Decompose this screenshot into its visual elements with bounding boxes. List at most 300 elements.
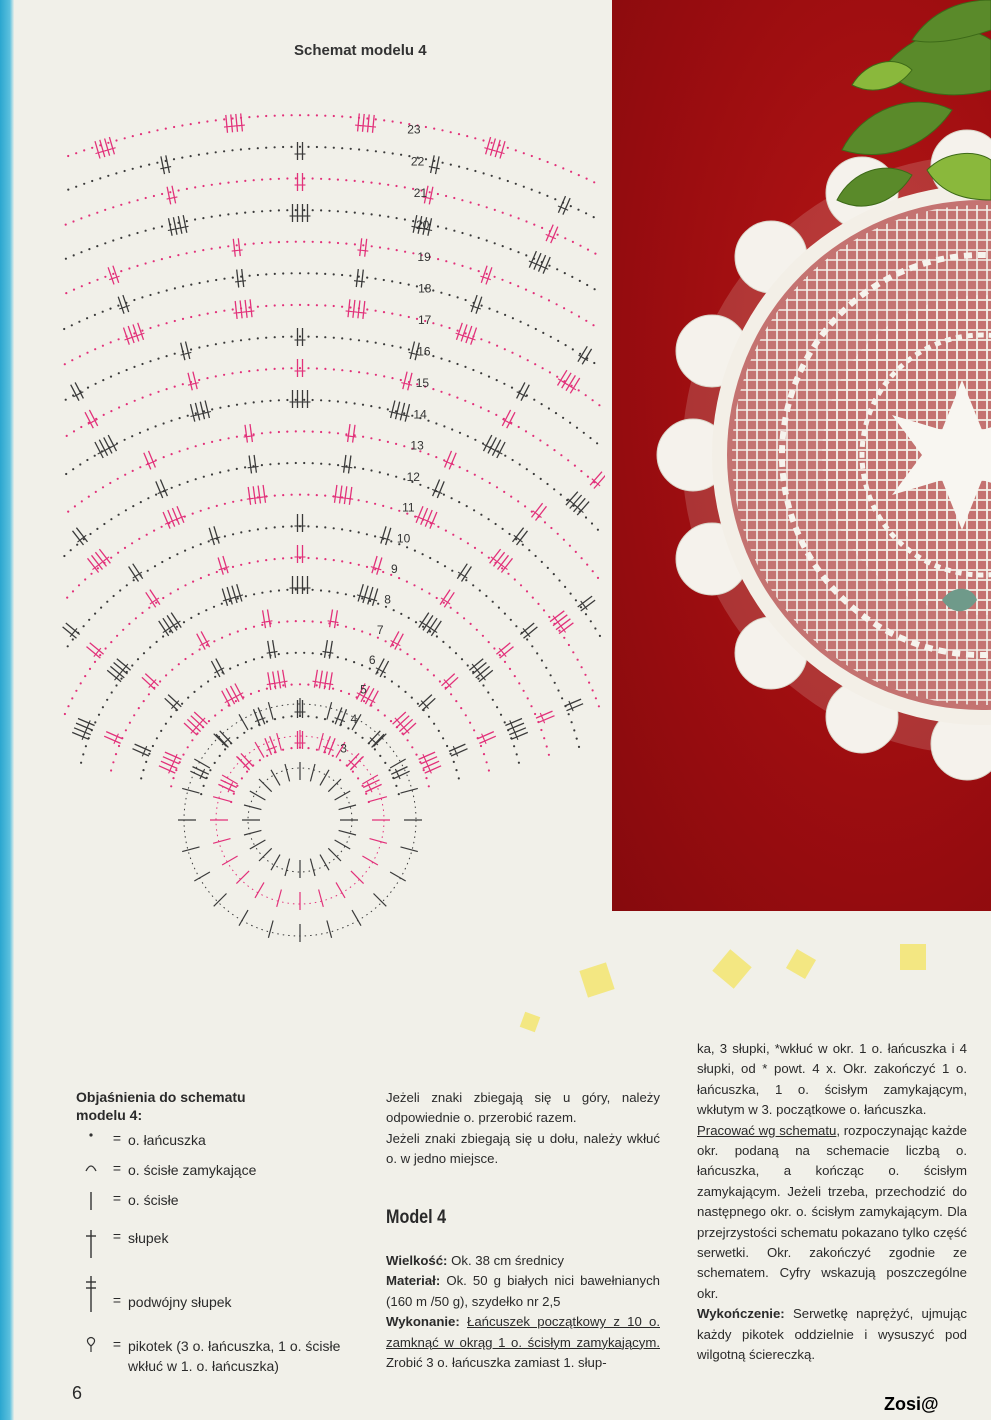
chain-stitch: [187, 415, 189, 417]
chain-stitch: [496, 379, 498, 381]
chain-stitch: [463, 617, 465, 619]
chain-stitch: [333, 115, 335, 117]
chain-stitch: [156, 129, 158, 131]
center-stitch: [339, 805, 356, 810]
chain-stitch: [253, 626, 255, 628]
chain-stitch: [406, 546, 408, 548]
row-number-label: 16: [417, 344, 431, 359]
chain-stitch: [184, 584, 186, 586]
chain-stitch: [299, 146, 301, 148]
chain-stitch: [345, 593, 347, 595]
stitch-bar: [278, 671, 281, 689]
stitch-bar: [340, 486, 342, 504]
chain-stitch: [191, 739, 193, 741]
chain-stitch: [126, 403, 128, 405]
chain-stitch: [109, 482, 111, 484]
chain-stitch: [282, 557, 284, 559]
chain-stitch: [133, 366, 135, 368]
chain-stitch: [562, 417, 564, 419]
chain-stitch: [88, 214, 90, 216]
chain-stitch: [548, 616, 550, 618]
stitch-bar: [128, 326, 134, 343]
paragraph: Jeżeli znaki zbiegają się u góry, należy odpowiednie o. przerobić razem.: [386, 1090, 660, 1126]
chain-stitch: [303, 462, 305, 464]
chain-stitch: [510, 214, 512, 216]
chain-stitch: [86, 352, 88, 354]
stitch-bar: [324, 736, 331, 753]
center-stitch: [401, 847, 418, 852]
chain-stitch: [539, 439, 541, 441]
chain-stitch: [530, 705, 532, 707]
chain-stitch: [149, 360, 151, 362]
legend-item: = podwójny słupek: [76, 1292, 232, 1314]
row-number-label: 6: [368, 652, 376, 667]
chain-stitch: [341, 337, 343, 339]
chain-stitch: [509, 282, 511, 284]
chain-stitch: [211, 441, 213, 443]
stitch-bar: [500, 141, 505, 158]
chain-stitch: [295, 209, 297, 211]
chain-stitch: [337, 210, 339, 212]
chain-stitch: [195, 445, 197, 447]
chain-stitch: [307, 367, 309, 369]
chain-stitch: [432, 289, 434, 291]
chain-stitch: [375, 374, 377, 376]
chain-stitch: [570, 171, 572, 173]
stitch-bar: [159, 621, 169, 636]
chain-stitch: [583, 432, 585, 434]
chain-stitch: [553, 449, 555, 451]
center-stitch: [236, 756, 249, 769]
chain-stitch: [353, 628, 355, 630]
chain-stitch: [511, 352, 513, 354]
chain-stitch: [257, 115, 259, 117]
stitch-cross: [359, 281, 365, 282]
chain-stitch: [387, 473, 389, 475]
chain-stitch: [518, 426, 520, 428]
stitch-bar: [365, 239, 367, 257]
chain-stitch: [523, 186, 525, 188]
chain-stitch: [369, 633, 371, 635]
chain-stitch: [215, 279, 217, 281]
legend-item: = pikotek (3 o. łańcuszka, 1 o. ścisłe wkłuć w 1. o. łańcuszka): [76, 1336, 368, 1376]
chain-stitch: [253, 658, 255, 660]
stitch-bar: [191, 404, 195, 422]
chain-stitch: [362, 212, 364, 214]
chain-stitch: [531, 645, 533, 647]
chain-stitch: [253, 593, 255, 595]
stitch-bar: [209, 528, 214, 545]
chain-stitch: [391, 280, 393, 282]
chain-stitch: [547, 567, 549, 569]
stitch-bar: [427, 618, 437, 633]
chain-stitch: [153, 195, 155, 197]
chain-stitch: [125, 509, 127, 511]
row-number-label: 10: [396, 531, 411, 546]
stitch-bar: [242, 269, 244, 287]
chain-stitch: [581, 666, 583, 668]
chain-stitch: [547, 161, 549, 163]
chain-stitch: [459, 466, 461, 468]
chain-stitch: [395, 185, 397, 187]
chain-stitch: [211, 408, 213, 410]
chain-stitch: [282, 716, 284, 718]
diagram-title: Schemat modelu 4: [294, 42, 427, 59]
chain-stitch: [540, 296, 542, 298]
chain-stitch: [507, 147, 509, 149]
chain-stitch: [94, 661, 96, 663]
chain-stitch: [374, 503, 376, 505]
chain-stitch: [568, 713, 570, 715]
chain-stitch: [261, 624, 263, 626]
chain-stitch: [128, 201, 130, 203]
chain-stitch: [224, 535, 226, 537]
crochet-diagram: [60, 80, 605, 1060]
chain-stitch: [555, 412, 557, 414]
chain-stitch: [375, 342, 377, 344]
chain-stitch: [384, 676, 386, 678]
chain-stitch: [253, 243, 255, 245]
chain-stitch: [564, 586, 566, 588]
chain-stitch: [455, 769, 457, 771]
chain-stitch: [178, 663, 180, 665]
stitch-bar: [368, 114, 370, 132]
row-number-label: 17: [418, 313, 432, 328]
chain-stitch: [403, 445, 405, 447]
chain-stitch: [366, 308, 368, 310]
stitch-bar: [410, 342, 414, 360]
chain-stitch: [248, 148, 250, 150]
chain-stitch: [286, 620, 288, 622]
stitch-bar: [73, 531, 84, 545]
chain-stitch: [291, 715, 293, 717]
chain-stitch: [198, 379, 200, 381]
chain-stitch: [184, 658, 186, 660]
chain-stitch: [361, 664, 363, 666]
chain-stitch: [387, 248, 389, 250]
stitch-bar: [195, 403, 199, 421]
stitch-cross: [193, 383, 199, 384]
chain-stitch: [536, 652, 538, 654]
row-number-label: 19: [417, 249, 431, 264]
chain-stitch: [337, 400, 339, 402]
chain-stitch: [341, 560, 343, 562]
chain-stitch: [345, 211, 347, 213]
chain-stitch: [229, 633, 231, 635]
chain-stitch: [153, 227, 155, 229]
center-stitch: [370, 839, 387, 844]
stitch-bar: [248, 487, 250, 505]
chain-stitch: [509, 668, 511, 670]
stitch-bar: [436, 156, 440, 174]
chain-stitch: [375, 310, 377, 312]
chain-stitch: [546, 483, 548, 485]
center-stitch: [336, 882, 345, 898]
chain-stitch: [110, 410, 112, 412]
stitch-cross: [183, 226, 189, 227]
chain-stitch: [227, 182, 229, 184]
chain-stitch: [548, 265, 550, 267]
chain-stitch: [250, 693, 252, 695]
chain-stitch: [432, 388, 434, 390]
chain-stitch: [89, 282, 91, 284]
stitch-bar: [171, 613, 181, 628]
chain-stitch: [349, 562, 351, 564]
chain-stitch: [236, 468, 238, 470]
chain-stitch: [316, 684, 318, 686]
stitch-bar: [490, 549, 501, 563]
chain-stitch: [450, 164, 452, 166]
chain-stitch: [572, 241, 574, 243]
chain-stitch: [291, 304, 293, 306]
center-stitch: [213, 797, 230, 802]
chain-stitch: [261, 242, 263, 244]
chain-stitch: [132, 168, 134, 170]
chain-stitch: [457, 330, 459, 332]
chain-stitch: [223, 310, 225, 312]
chain-stitch: [332, 755, 334, 757]
stitch-bar: [349, 487, 351, 505]
chain-stitch: [478, 270, 480, 272]
chain-stitch: [261, 400, 263, 402]
chain-stitch: [139, 432, 141, 434]
chain-stitch: [585, 516, 587, 518]
chain-stitch: [67, 645, 69, 647]
chain-stitch: [429, 191, 431, 193]
chain-stitch: [485, 595, 487, 597]
chain-stitch: [133, 579, 135, 581]
chain-stitch: [99, 654, 101, 656]
chain-stitch: [492, 699, 494, 701]
chain-stitch: [206, 377, 208, 379]
chain-stitch: [329, 241, 331, 243]
chain-stitch: [414, 550, 416, 552]
chain-stitch: [422, 626, 424, 628]
chain-stitch: [461, 232, 463, 234]
chain-stitch: [236, 244, 238, 246]
chain-stitch: [515, 625, 517, 627]
chain-stitch: [432, 322, 434, 324]
chain-stitch: [433, 723, 435, 725]
stitch-bar: [270, 736, 277, 753]
chain-stitch: [249, 275, 251, 277]
chain-stitch: [269, 431, 271, 433]
chain-stitch: [198, 346, 200, 348]
chain-stitch: [198, 154, 200, 156]
chain-stitch: [126, 369, 128, 371]
chain-stitch: [236, 785, 238, 787]
chain-stitch: [115, 684, 117, 686]
row-number-label: 12: [406, 469, 420, 484]
chain-stitch: [80, 762, 82, 764]
chain-stitch: [438, 730, 440, 732]
center-stitch: [328, 779, 341, 792]
chain-stitch: [366, 277, 368, 279]
chain-stitch: [366, 533, 368, 535]
chain-stitch: [213, 606, 215, 608]
stitch-bar: [532, 503, 543, 517]
chain-stitch: [453, 761, 455, 763]
stitch-bar: [578, 596, 592, 607]
stitch-bar: [258, 486, 260, 504]
chain-stitch: [361, 630, 363, 632]
stitch-bar: [161, 156, 165, 174]
chain-stitch: [541, 227, 543, 229]
chain-stitch: [404, 251, 406, 253]
chain-stitch: [102, 345, 104, 347]
chain-stitch: [149, 394, 151, 396]
chain-stitch: [243, 732, 245, 734]
stitch-bar: [490, 139, 495, 156]
chain-stitch: [515, 149, 517, 151]
chain-stitch: [228, 437, 230, 439]
chain-stitch: [231, 372, 233, 374]
chain-stitch: [102, 311, 104, 313]
chain-stitch: [350, 116, 352, 118]
chain-stitch: [535, 328, 537, 330]
chain-stitch: [370, 405, 372, 407]
chain-stitch: [140, 777, 142, 779]
chain-stitch: [333, 559, 335, 561]
chain-stitch: [568, 644, 570, 646]
chain-stitch: [558, 630, 560, 632]
stitch-bar: [173, 217, 177, 235]
chain-stitch: [165, 674, 167, 676]
chain-stitch: [550, 527, 552, 529]
chain-stitch: [174, 386, 176, 388]
stitch-cross: [350, 436, 356, 437]
chain-stitch: [223, 342, 225, 344]
chain-stitch: [237, 597, 239, 599]
stitch-cross: [237, 250, 243, 251]
chain-stitch: [379, 183, 381, 185]
chain-stitch: [384, 762, 386, 764]
chain-stitch: [556, 303, 558, 305]
page-number: 6: [72, 1383, 83, 1403]
chain-stitch: [428, 785, 430, 787]
chain-stitch: [404, 186, 406, 188]
chain-stitch: [274, 115, 276, 117]
chain-stitch: [560, 454, 562, 456]
center-stitch: [268, 921, 273, 938]
chain-stitch: [124, 439, 126, 441]
chain-stitch: [286, 399, 288, 401]
stitch-bar: [373, 115, 375, 133]
chain-stitch: [328, 210, 330, 212]
chain-stitch: [448, 327, 450, 329]
chain-stitch: [466, 505, 468, 507]
chain-stitch: [379, 755, 381, 757]
stitch-bar: [172, 186, 176, 204]
stitch-bar: [429, 187, 433, 205]
chain-stitch: [154, 565, 156, 567]
stitch-bar: [386, 528, 391, 545]
chain-stitch: [390, 540, 392, 542]
stitch-bar: [163, 618, 173, 633]
chain-stitch: [527, 324, 529, 326]
chain-stitch: [427, 420, 429, 422]
center-stitch: [222, 775, 238, 784]
stitch-bar: [76, 528, 87, 542]
chain-stitch: [199, 282, 201, 284]
chain-stitch: [337, 179, 339, 181]
chain-stitch: [184, 550, 186, 552]
chain-stitch: [120, 270, 122, 272]
chain-stitch: [316, 367, 318, 369]
chain-stitch: [504, 721, 506, 723]
chain-stitch: [488, 341, 490, 343]
chain-stitch: [208, 574, 210, 576]
chain-stitch: [461, 199, 463, 201]
chain-stitch: [512, 459, 514, 461]
chain-stitch: [534, 363, 536, 365]
chain-stitch: [155, 494, 157, 496]
chain-stitch: [143, 700, 145, 702]
chain-stitch: [117, 478, 119, 480]
center-stitch: [370, 797, 387, 802]
chain-stitch: [403, 412, 405, 414]
center-stitch: [310, 764, 315, 781]
chain-stitch: [200, 510, 202, 512]
chain-stitch: [383, 311, 385, 313]
chain-stitch: [65, 292, 67, 294]
stitch-bar: [344, 455, 346, 473]
chain-stitch: [96, 212, 98, 214]
chain-stitch: [589, 437, 591, 439]
chain-stitch: [190, 123, 192, 125]
chain-stitch: [85, 745, 87, 747]
chain-stitch: [166, 388, 168, 390]
chain-stitch: [96, 528, 98, 530]
chain-stitch: [219, 183, 221, 185]
chain-stitch: [149, 646, 151, 648]
chain-stitch: [221, 603, 223, 605]
chain-stitch: [94, 348, 96, 350]
chain-stitch: [488, 641, 490, 643]
chain-stitch: [202, 185, 204, 187]
chain-stitch: [556, 376, 558, 378]
chain-stitch: [224, 503, 226, 505]
chain-stitch: [95, 383, 97, 385]
center-stitch: [250, 840, 266, 849]
chain-stitch: [282, 494, 284, 496]
chain-stitch: [575, 599, 577, 601]
chain-stitch: [124, 137, 126, 139]
chain-stitch: [112, 273, 114, 275]
chain-stitch: [80, 426, 82, 428]
chain-stitch: [333, 337, 335, 339]
chain-stitch: [177, 588, 179, 590]
chain-stitch: [153, 530, 155, 532]
chain-stitch: [366, 501, 368, 503]
chain-stitch: [495, 523, 497, 525]
stitch-bar: [501, 558, 512, 572]
chain-stitch: [72, 468, 74, 470]
chain-stitch: [417, 703, 419, 705]
chain-stitch: [118, 406, 120, 408]
chain-stitch: [274, 304, 276, 306]
chain-stitch: [290, 557, 292, 559]
chain-stitch: [443, 425, 445, 427]
chain-stitch: [387, 184, 389, 186]
chain-stitch: [504, 455, 506, 457]
chain-stitch: [278, 241, 280, 243]
chain-stitch: [232, 308, 234, 310]
chain-stitch: [219, 246, 221, 248]
chain-stitch: [148, 131, 150, 133]
chain-stitch: [362, 785, 364, 787]
chain-stitch: [233, 793, 235, 795]
